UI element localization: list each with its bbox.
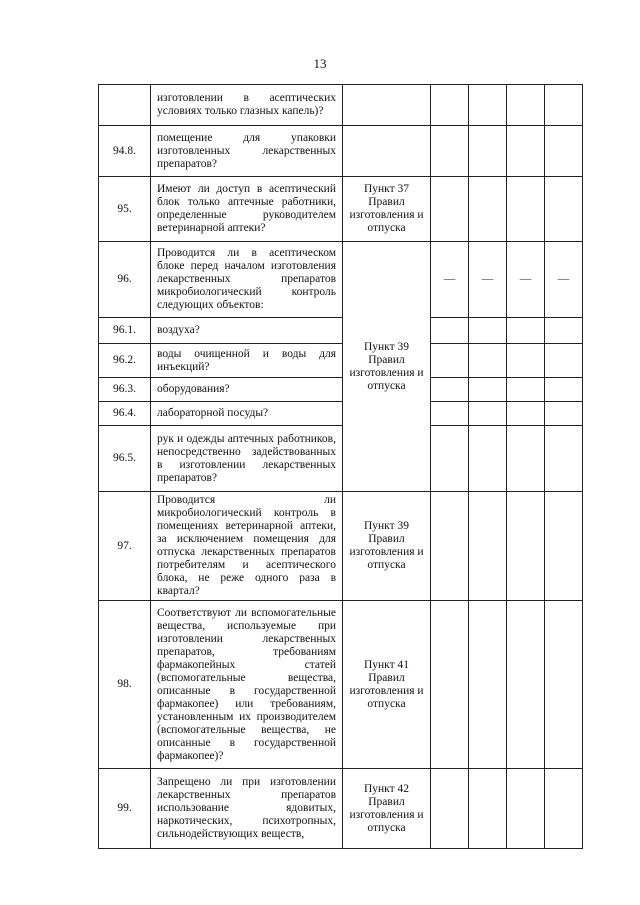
table-row xyxy=(99,85,583,126)
answer-cell[interactable] xyxy=(431,177,469,242)
table-row xyxy=(99,242,583,318)
checklist-table xyxy=(98,84,583,849)
table-row xyxy=(99,378,583,402)
row-number: 98. xyxy=(99,601,151,769)
answer-cell[interactable] xyxy=(507,426,545,492)
question-text: воздуха? xyxy=(151,318,343,344)
answer-cell[interactable] xyxy=(469,601,507,769)
answer-cell[interactable] xyxy=(545,126,583,177)
table-row xyxy=(99,177,583,242)
question-text: воды очищенной и воды для инъекций? xyxy=(151,344,343,378)
answer-cell[interactable] xyxy=(545,344,583,378)
reference-text: Пункт 42 Правил изготовления и отпуска xyxy=(343,769,431,849)
question-text: Имеют ли доступ в асептический блок только аптечные работники, определенные руководителем ветеринарной аптеки? xyxy=(151,177,343,242)
answer-cell[interactable] xyxy=(545,769,583,849)
answer-cell[interactable] xyxy=(507,318,545,344)
table-row xyxy=(99,126,583,177)
row-number: 96.5. xyxy=(99,426,151,492)
answer-cell[interactable] xyxy=(469,85,507,126)
answer-cell[interactable] xyxy=(545,601,583,769)
answer-cell[interactable] xyxy=(469,344,507,378)
answer-cell[interactable] xyxy=(507,402,545,426)
row-number xyxy=(99,85,151,126)
row-number: 96.3. xyxy=(99,378,151,402)
question-text: Соответствуют ли вспомогательные вещества, используемые при изготовлении лекарственных препаратов, требованиям фармакопейных статей (вспомогательные вещества, описанные в государственной фармакопее) или требованиям, установленным их производителем (вспомогательные вещества, не описанные в государственной фармакопее)? xyxy=(151,601,343,769)
table-row xyxy=(99,601,583,769)
question-text: Проводится ли в асептическом блоке перед началом изготовления лекарственных препаратов микробиологический контроль следующих объектов: xyxy=(151,242,343,318)
table-row xyxy=(99,402,583,426)
question-text: лабораторной посуды? xyxy=(151,402,343,426)
answer-cell[interactable] xyxy=(507,85,545,126)
row-number: 97. xyxy=(99,492,151,601)
page-number: 13 xyxy=(313,56,327,71)
table-row xyxy=(99,344,583,378)
answer-cell[interactable] xyxy=(431,378,469,402)
answer-cell[interactable] xyxy=(507,492,545,601)
row-number: 94.8. xyxy=(99,126,151,177)
reference-text xyxy=(343,126,431,177)
row-number: 95. xyxy=(99,177,151,242)
answer-cell[interactable] xyxy=(431,402,469,426)
table-row xyxy=(99,318,583,344)
answer-cell[interactable] xyxy=(545,177,583,242)
question-text: Запрещено ли при изготовлении лекарственных препаратов использование ядовитых, наркотических, психотропных, сильнодействующих веществ, xyxy=(151,769,343,849)
reference-text: Пункт 39 Правил изготовления и отпуска xyxy=(343,242,431,492)
answer-cell[interactable] xyxy=(545,318,583,344)
table-row xyxy=(99,426,583,492)
answer-cell[interactable] xyxy=(507,177,545,242)
table-row xyxy=(99,492,583,601)
row-number: 96.1. xyxy=(99,318,151,344)
answer-cell[interactable] xyxy=(431,601,469,769)
answer-cell[interactable] xyxy=(469,426,507,492)
answer-cell[interactable] xyxy=(431,492,469,601)
answer-cell[interactable] xyxy=(431,769,469,849)
answer-cell[interactable] xyxy=(545,492,583,601)
question-text: рук и одежды аптечных работников, непосредственно задействованных в изготовлении лекарственных препаратов? xyxy=(151,426,343,492)
dash-mark: — xyxy=(545,242,583,318)
row-number: 96. xyxy=(99,242,151,318)
answer-cell[interactable] xyxy=(507,601,545,769)
dash-mark: — xyxy=(469,242,507,318)
answer-cell[interactable] xyxy=(431,344,469,378)
row-number: 96.2. xyxy=(99,344,151,378)
answer-cell[interactable] xyxy=(469,378,507,402)
answer-cell[interactable] xyxy=(431,85,469,126)
reference-text: Пункт 37 Правил изготовления и отпуска xyxy=(343,177,431,242)
answer-cell[interactable] xyxy=(469,402,507,426)
answer-cell[interactable] xyxy=(507,126,545,177)
answer-cell[interactable] xyxy=(545,402,583,426)
question-text: помещение для упаковки изготовленных лекарственных препаратов? xyxy=(151,126,343,177)
answer-cell[interactable] xyxy=(469,126,507,177)
answer-cell[interactable] xyxy=(507,344,545,378)
row-number: 96.4. xyxy=(99,402,151,426)
dash-mark: — xyxy=(431,242,469,318)
row-number: 99. xyxy=(99,769,151,849)
answer-cell[interactable] xyxy=(545,426,583,492)
answer-cell[interactable] xyxy=(469,769,507,849)
answer-cell[interactable] xyxy=(431,318,469,344)
answer-cell[interactable] xyxy=(507,769,545,849)
answer-cell[interactable] xyxy=(545,85,583,126)
answer-cell[interactable] xyxy=(469,177,507,242)
answer-cell[interactable] xyxy=(507,378,545,402)
question-text: изготовлении в асептических условиях только глазных капель)? xyxy=(151,85,343,126)
answer-cell[interactable] xyxy=(431,126,469,177)
reference-text xyxy=(343,85,431,126)
question-text: оборудования? xyxy=(151,378,343,402)
dash-mark: — xyxy=(507,242,545,318)
answer-cell[interactable] xyxy=(431,426,469,492)
answer-cell[interactable] xyxy=(545,378,583,402)
table-row xyxy=(99,769,583,849)
reference-text: Пункт 39 Правил изготовления и отпуска xyxy=(343,492,431,601)
reference-text: Пункт 41 Правил изготовления и отпуска xyxy=(343,601,431,769)
answer-cell[interactable] xyxy=(469,492,507,601)
answer-cell[interactable] xyxy=(469,318,507,344)
question-text: Проводится ли микробиологический контроль в помещениях ветеринарной аптеки, за исключением помещения для отпуска лекарственных препаратов потребителям и асептического блока, не реже одного раза в квартал? xyxy=(151,492,343,601)
